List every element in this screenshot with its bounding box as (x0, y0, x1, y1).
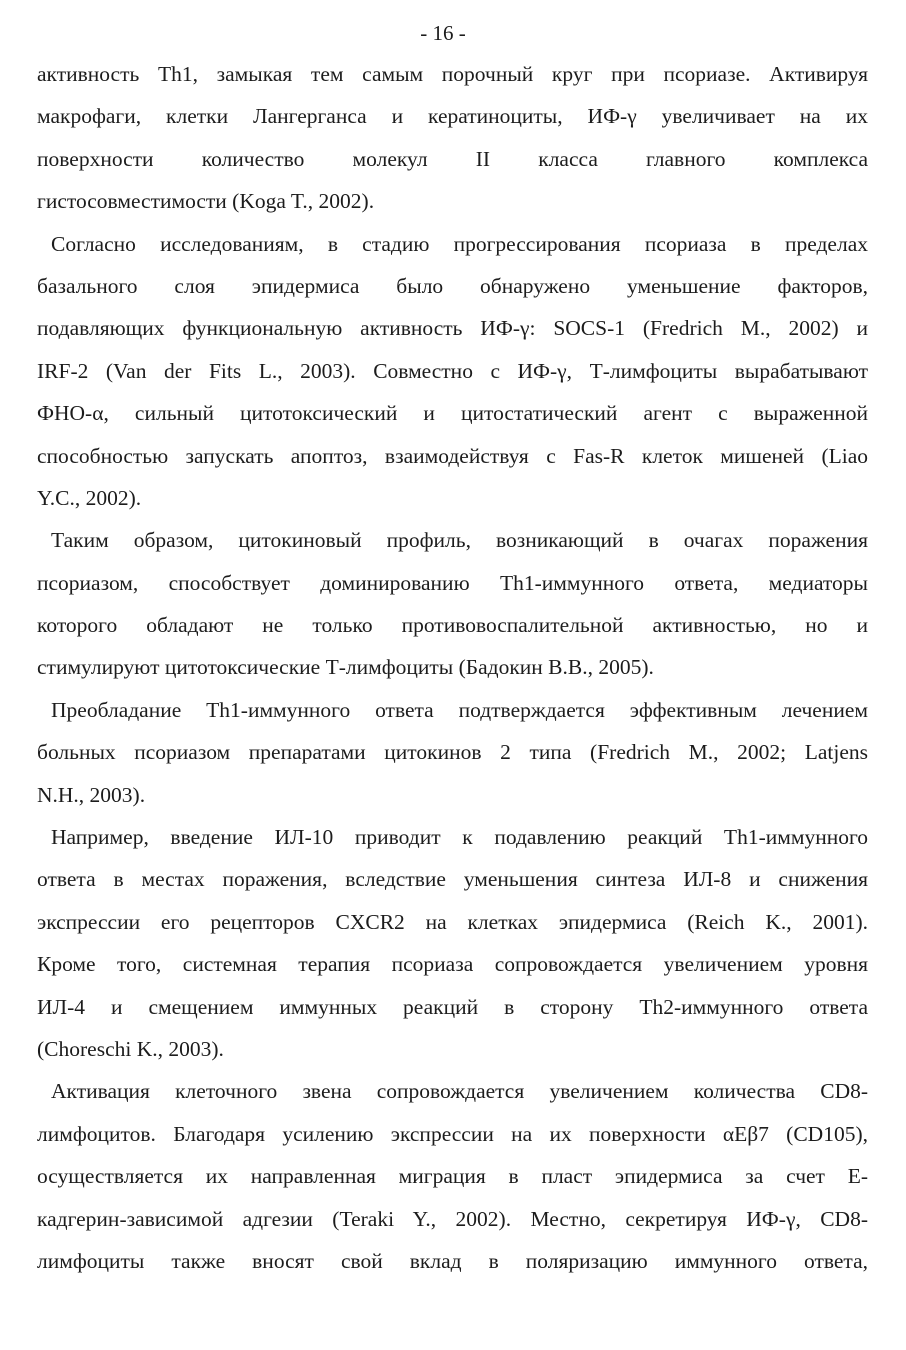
text-line: лимфоциты также вносят свой вклад в поляризацию иммунного ответа, (37, 1248, 868, 1273)
text-line: осуществляется их направленная миграция в пласт эпидермиса за счет Е- (37, 1164, 868, 1189)
text-line: макрофаги, клетки Лангерганса и кератиноциты, ИФ-γ увеличивает на их (37, 104, 868, 129)
text-line: экспрессии его рецепторов CXCR2 на клетках эпидермиса (Reich K., 2001). (37, 909, 868, 934)
text-line: псориазом, способствует доминированию Th1-иммунного ответа, медиаторы (37, 570, 868, 595)
text-line: которого обладают не только противовоспалительной активностью, но и (37, 613, 868, 638)
text-line: ответа в местах поражения, вследствие уменьшения синтеза ИЛ-8 и снижения (37, 867, 868, 892)
text-line: N.H., 2003). (37, 782, 146, 807)
text-line: активность Th1, замыкая тем самым порочный круг при псориазе. Активируя (37, 62, 868, 86)
text-line: лимфоцитов. Благодаря усилению экспрессии на их поверхности αEβ7 (CD105), (37, 1121, 868, 1146)
text-line: Кроме того, системная терапия псориаза сопровождается увеличением уровня (37, 952, 868, 977)
text-line: больных псориазом препаратами цитокинов 2 типа (Fredrich M., 2002; Latjens (37, 740, 868, 765)
page-number: - 16 - (420, 21, 466, 45)
text-line: подавляющих функциональную активность ИФ-γ: SOCS-1 (Fredrich M., 2002) и (37, 316, 868, 341)
text-line: стимулируют цитотоксические Т-лимфоциты (Бадокин В.В., 2005). (37, 655, 654, 680)
text-line: Преобладание Th1-иммунного ответа подтверждается эффективным лечением (51, 697, 868, 722)
text-line: Согласно исследованиям, в стадию прогрессирования псориаза в пределах (51, 231, 868, 256)
text-line: Активация клеточного звена сопровождается увеличением количества CD8- (51, 1079, 868, 1104)
body-text (37, 59, 868, 1288)
text-line: IRF-2 (Van der Fits L., 2003). Совместно с ИФ-γ, Т-лимфоциты вырабатывают (37, 358, 868, 383)
text-line: кадгерин-зависимой адгезии (Teraki Y., 2002). Местно, секретируя ИФ-γ, CD8- (37, 1206, 868, 1231)
text-line: (Choreschi K., 2003). (37, 1036, 224, 1061)
text-line: Y.C., 2002). (37, 485, 142, 510)
text-line: ИЛ-4 и смещением иммунных реакций в сторону Th2-иммунного ответа (37, 994, 868, 1019)
text-line: гистосовместимости (Koga T., 2002). (37, 189, 375, 214)
text-line: Таким образом, цитокиновый профиль, возникающий в очагах поражения (51, 528, 868, 553)
text-line: базального слоя эпидермиса было обнаружено уменьшение факторов, (37, 273, 868, 298)
text-line: ФНО-α, сильный цитотоксический и цитостатический агент с выраженной (37, 401, 868, 426)
text-line: способностью запускать апоптоз, взаимодействуя с Fas-R клеток мишеней (Liao (37, 443, 868, 468)
text-line: поверхности количество молекул II класса главного комплекса (37, 146, 868, 171)
text-line: Например, введение ИЛ-10 приводит к подавлению реакций Th1-иммунного (51, 825, 868, 850)
